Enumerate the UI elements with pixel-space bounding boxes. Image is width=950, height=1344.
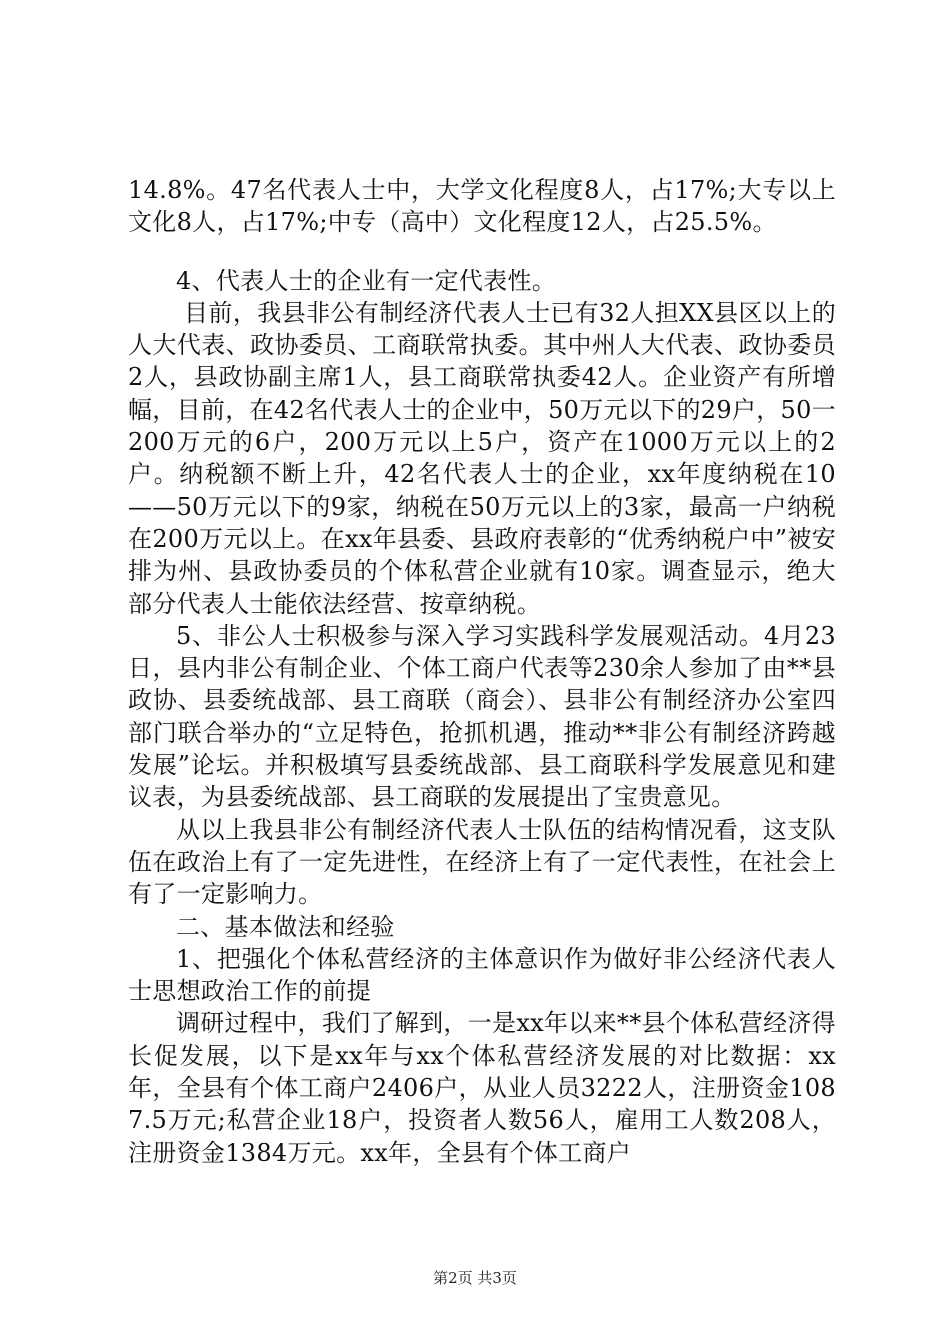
section-heading-methods: 二、基本做法和经验	[176, 912, 395, 941]
paragraph-structure-summary: 从以上我县非公有制经济代表人士队伍的结构情况看，这支队伍在政治上有了一定先进性，在经济上有了一定代表性，在社会上有了一定影响力。	[128, 815, 836, 909]
paragraph-research-data: 调研过程中，我们了解到，一是xx年以来**县个体私营经济得长促发展，以下是xx年与xx个体私营经济发展的对比数据：xx年，全县有个体工商户2406户，从业人员3222人，注册资金1087.5万元;私营企业18户，投资者人数56人，雇用工人数208人，注册资金1384万元。xx年，全县有个体工商户	[128, 1009, 836, 1167]
paragraph-gap	[128, 239, 836, 265]
paragraph-study-activities: 5、非公人士积极参与深入学习实践科学发展观活动。4月23日，县内非公有制企业、个体工商户代表等230余人参加了由**县政协、县委统战部、县工商联（商会）、县非公有制经济办公室四部门联合举办的“立足特色，抢抓机遇，推动**非公有制经济跨越发展”论坛。并积极填写县委统战部、县工商联科学发展意见和建议表，为县委统战部、县工商联的发展提出了宝贵意见。	[128, 621, 836, 812]
heading-representative-enterprises: 4、代表人士的企业有一定代表性。	[176, 266, 557, 295]
document-body	[128, 174, 836, 1169]
paragraph-education-stats: 14.8%。47名代表人士中，大学文化程度8人，占17%;大专以上文化8人，占17%;中专（高中）文化程度12人，占25.5%。	[128, 176, 836, 237]
subheading-subject-awareness: 1、把强化个体私营经济的主体意识作为做好非公经济代表人士思想政治工作的前提	[128, 944, 836, 1006]
page-footer: 第2页 共3页	[433, 1269, 517, 1287]
paragraph-enterprise-details: 目前，我县非公有制经济代表人士已有32人担XX县区以上的人大代表、政协委员、工商联常执委。其中州人大代表、政协委员2人，县政协副主席1人，县工商联常执委42人。企业资产有所增幅，目前，在42名代表人士的企业中，50万元以下的29户，50一200万元的6户，200万元以上5户，资产在1000万元以上的2户。纳税额不断上升，42名代表人士的企业，xx年度纳税在10——50万元以下的9家，纳税在50万元以上的3家，最高一户纳税在200万元以上。在xx年县委、县政府表彰的“优秀纳税户中”被安排为州、县政协委员的个体私营企业就有10家。调查显示，绝大部分代表人士能依法经营、按章纳税。	[128, 298, 836, 618]
